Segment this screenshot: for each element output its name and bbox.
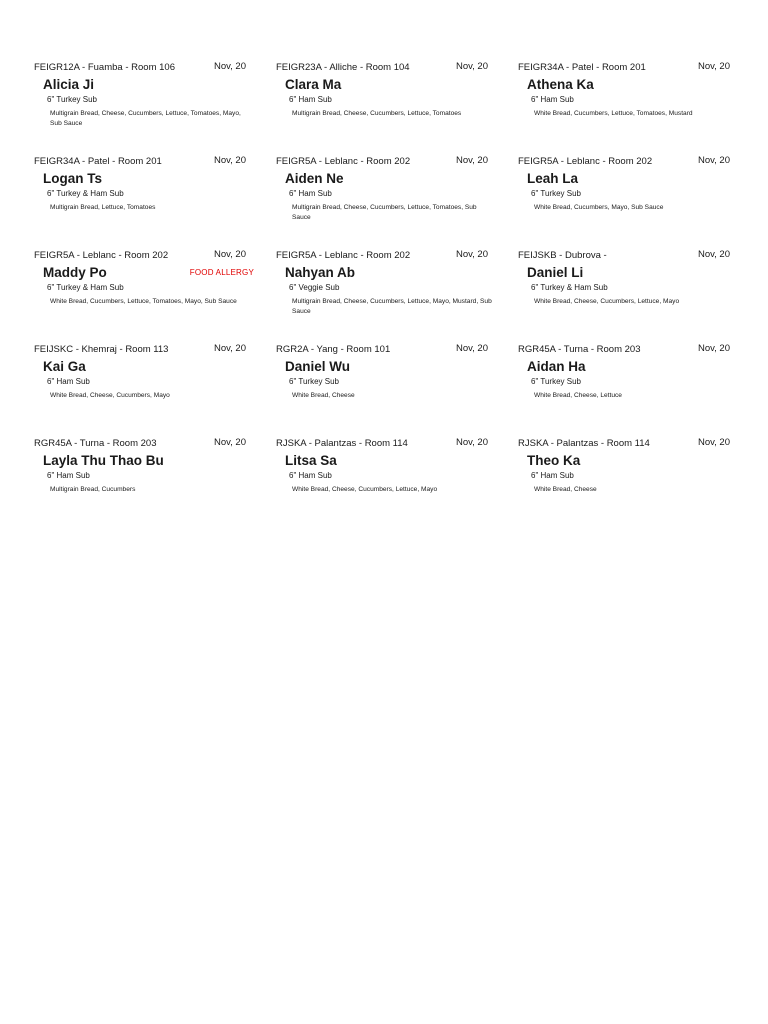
ingredients: Multigrain Bread, Cheese, Cucumbers, Lettuce, Tomatoes [292, 110, 462, 117]
class-room: RGR2A - Yang - Room 101 [276, 344, 391, 355]
lunch-label [276, 156, 492, 250]
lunch-label [34, 344, 250, 438]
student-name: Daniel Li [527, 265, 584, 280]
order-date: Nov, 20 [697, 249, 730, 260]
ingredients: White Bread, Cheese, Cucumbers, Lettuce, Mayo [534, 298, 680, 305]
ingredients: Multigrain Bread, Cheese, Cucumbers, Lettuce, Tomatoes, Sub Sauce [292, 204, 477, 221]
ingredients: White Bread, Cheese, Cucumbers, Mayo [50, 392, 170, 399]
order-date: Nov, 20 [455, 155, 488, 166]
sub-item: 6" Turkey & Ham Sub [531, 283, 608, 292]
student-name: Theo Ka [527, 453, 581, 468]
student-name: Clara Ma [285, 77, 342, 92]
sub-item: 6" Ham Sub [289, 471, 332, 480]
lunch-label [518, 438, 734, 532]
ingredients: Multigrain Bread, Cheese, Cucumbers, Lettuce, Tomatoes, Mayo, Sub Sauce [50, 110, 241, 127]
order-date: Nov, 20 [455, 343, 488, 354]
order-date: Nov, 20 [455, 249, 488, 260]
ingredients: Multigrain Bread, Lettuce, Tomatoes [50, 204, 156, 211]
order-date: Nov, 20 [697, 155, 730, 166]
student-name: Maddy Po [43, 265, 107, 280]
sub-item: 6" Veggie Sub [289, 283, 340, 292]
class-room: FEIGR5A - Leblanc - Room 202 [276, 156, 411, 167]
order-date: Nov, 20 [697, 61, 730, 72]
order-date: Nov, 20 [213, 343, 246, 354]
lunch-label [518, 344, 734, 438]
student-name: Daniel Wu [285, 359, 351, 374]
ingredients: White Bread, Cucumbers, Lettuce, Tomatoes, Mustard [534, 110, 693, 117]
sub-item: 6" Turkey Sub [531, 189, 581, 198]
lunch-label [34, 438, 250, 532]
sub-item: 6" Ham Sub [47, 471, 90, 480]
student-name: Leah La [527, 171, 579, 186]
class-room: FEIJSKB - Dubrova - [518, 250, 607, 261]
order-date: Nov, 20 [455, 61, 488, 72]
class-room: RJSKA - Palantzas - Room 114 [518, 438, 650, 449]
order-date: Nov, 20 [455, 437, 488, 448]
sub-item: 6" Turkey Sub [289, 377, 339, 386]
class-room: FEIJSKC - Khemraj - Room 113 [34, 344, 169, 355]
class-room: FEIGR34A - Patel - Room 201 [518, 62, 646, 73]
class-room: RJSKA - Palantzas - Room 114 [276, 438, 408, 449]
class-room: RGR45A - Turna - Room 203 [34, 438, 157, 449]
class-room: RGR45A - Turna - Room 203 [518, 344, 641, 355]
lunch-label [34, 249, 254, 344]
class-room: FEIGR5A - Leblanc - Room 202 [34, 250, 169, 261]
lunch-label [276, 438, 492, 532]
lunch-label [34, 156, 250, 250]
student-name: Kai Ga [43, 359, 86, 374]
order-date: Nov, 20 [697, 343, 730, 354]
sub-item: 6" Turkey & Ham Sub [47, 283, 124, 292]
order-date: Nov, 20 [213, 249, 246, 260]
ingredients: White Bread, Cheese [534, 486, 597, 493]
ingredients: Multigrain Bread, Cucumbers [50, 486, 136, 493]
sub-item: 6" Turkey Sub [531, 377, 581, 386]
sub-item: 6" Turkey Sub [47, 95, 97, 104]
sub-item: 6" Ham Sub [47, 377, 90, 386]
student-name: Litsa Sa [285, 453, 337, 468]
lunch-label [276, 62, 492, 156]
student-name: Aidan Ha [527, 359, 586, 374]
ingredients: White Bread, Cucumbers, Lettuce, Tomatoes, Mayo, Sub Sauce [50, 298, 237, 305]
ingredients: White Bread, Cheese, Lettuce [534, 392, 622, 399]
order-date: Nov, 20 [213, 437, 246, 448]
lunch-label [518, 62, 734, 156]
sub-item: 6" Ham Sub [531, 95, 574, 104]
allergy-alert: FOOD ALLERGY [189, 268, 254, 277]
student-name: Nahyan Ab [285, 265, 356, 280]
class-room: FEIGR5A - Leblanc - Room 202 [518, 156, 653, 167]
order-date: Nov, 20 [213, 61, 246, 72]
ingredients: White Bread, Cheese, Cucumbers, Lettuce, Mayo [292, 486, 438, 493]
lunch-label [34, 62, 250, 156]
order-date: Nov, 20 [213, 155, 246, 166]
order-date: Nov, 20 [697, 437, 730, 448]
class-room: FEIGR34A - Patel - Room 201 [34, 156, 162, 167]
student-name: Alicia Ji [43, 77, 95, 92]
lunch-label [518, 156, 734, 250]
label-grid [34, 62, 734, 532]
class-room: FEIGR12A - Fuamba - Room 106 [34, 62, 175, 73]
ingredients: White Bread, Cucumbers, Mayo, Sub Sauce [534, 204, 664, 211]
lunch-label [276, 344, 492, 438]
class-room: FEIGR23A - Alliche - Room 104 [276, 62, 410, 73]
student-name: Athena Ka [527, 77, 594, 92]
sub-item: 6" Ham Sub [289, 189, 332, 198]
student-name: Logan Ts [43, 171, 102, 186]
student-name: Layla Thu Thao Bu [43, 453, 164, 468]
sub-item: 6" Ham Sub [531, 471, 574, 480]
ingredients: Multigrain Bread, Cheese, Cucumbers, Lettuce, Mayo, Mustard, Sub Sauce [292, 298, 492, 315]
class-room: FEIGR5A - Leblanc - Room 202 [276, 250, 411, 261]
ingredients: White Bread, Cheese [292, 392, 355, 399]
sub-item: 6" Turkey & Ham Sub [47, 189, 124, 198]
lunch-label [276, 250, 492, 344]
sub-item: 6" Ham Sub [289, 95, 332, 104]
lunch-label [518, 250, 734, 344]
student-name: Aiden Ne [285, 171, 344, 186]
